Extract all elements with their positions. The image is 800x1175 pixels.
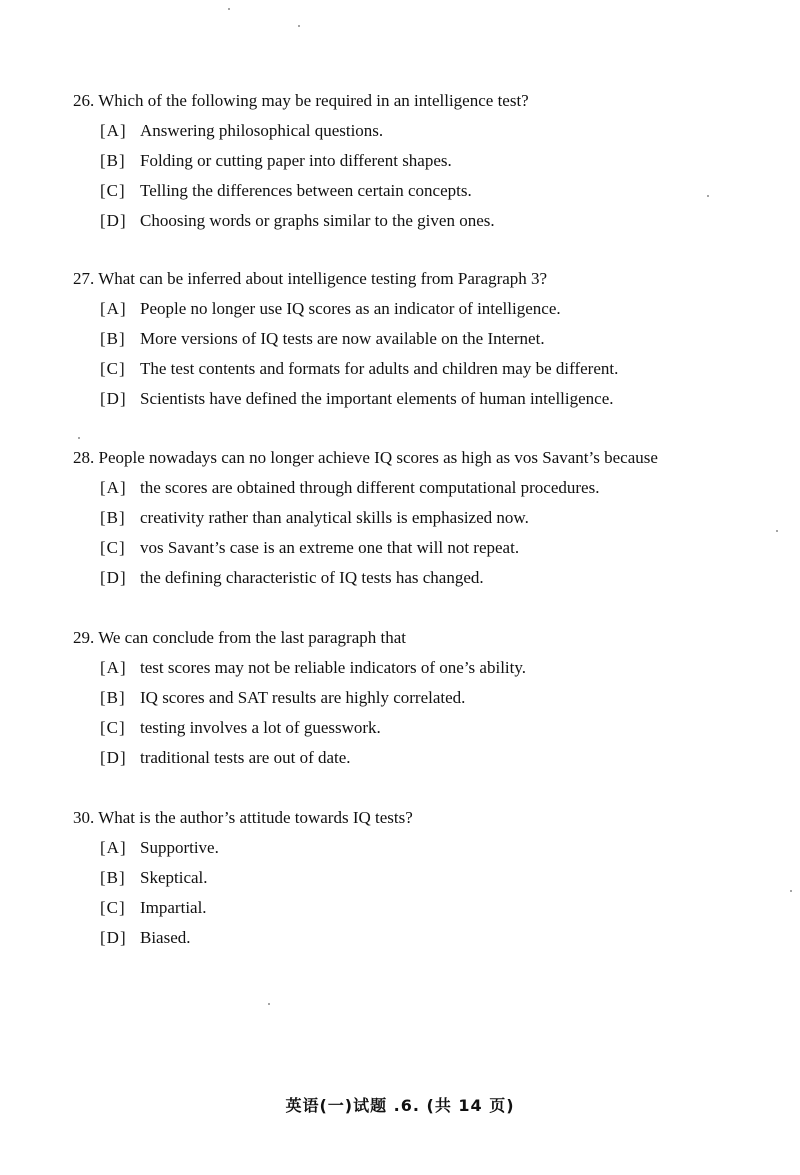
question-30 — [73, 803, 763, 953]
option-c — [100, 713, 763, 743]
question-stem — [73, 443, 763, 473]
question-number: 27. — [73, 269, 95, 288]
option-letter: [D] — [100, 211, 127, 230]
option-letter: [B] — [100, 508, 126, 527]
scan-speck — [78, 437, 80, 439]
scan-speck — [298, 25, 300, 27]
option-letter: [C] — [100, 359, 126, 378]
question-stem — [73, 623, 763, 653]
option-letter: [B] — [100, 329, 126, 348]
question-number: 26. — [73, 91, 95, 110]
option-text: The test contents and formats for adults and children may be different. — [140, 359, 619, 378]
option-d — [100, 206, 763, 236]
question-stem — [73, 803, 763, 833]
option-c — [100, 533, 763, 563]
option-text: Impartial. — [140, 898, 207, 917]
option-b — [100, 683, 763, 713]
option-text: Answering philosophical questions. — [140, 121, 384, 140]
option-text: testing involves a lot of guesswork. — [140, 718, 381, 737]
option-a — [100, 116, 763, 146]
option-letter: [A] — [100, 838, 127, 857]
option-text: Scientists have defined the important elements of human intelligence. — [140, 389, 614, 408]
option-letter: [A] — [100, 299, 127, 318]
scan-speck — [228, 8, 230, 10]
option-d — [100, 384, 763, 414]
option-letter: [A] — [100, 121, 127, 140]
option-letter: [A] — [100, 478, 127, 497]
option-text: People no longer use IQ scores as an indicator of intelligence. — [140, 299, 561, 318]
option-a — [100, 294, 763, 324]
scan-speck — [268, 1003, 270, 1005]
option-b — [100, 146, 763, 176]
option-text: the scores are obtained through different computational procedures. — [140, 478, 600, 497]
option-c — [100, 176, 763, 206]
option-letter: [A] — [100, 658, 127, 677]
question-text: People nowadays can no longer achieve IQ scores as high as vos Savant’s because — [98, 448, 658, 467]
question-text: What is the author’s attitude towards IQ tests? — [98, 808, 413, 827]
option-d — [100, 563, 763, 593]
option-text: Supportive. — [140, 838, 219, 857]
question-number: 28. — [73, 448, 95, 467]
option-letter: [D] — [100, 389, 127, 408]
option-text: the defining characteristic of IQ tests has changed. — [140, 568, 484, 587]
option-letter: [D] — [100, 748, 127, 767]
question-27 — [73, 264, 763, 414]
option-letter: [C] — [100, 898, 126, 917]
option-d — [100, 923, 763, 953]
question-28 — [73, 443, 763, 593]
scan-speck — [790, 890, 792, 892]
option-text: IQ scores and SAT results are highly correlated. — [140, 688, 466, 707]
option-a — [100, 653, 763, 683]
option-letter: [C] — [100, 181, 126, 200]
option-text: Skeptical. — [140, 868, 208, 887]
option-text: traditional tests are out of date. — [140, 748, 351, 767]
option-text: Biased. — [140, 928, 191, 947]
option-letter: [B] — [100, 151, 126, 170]
option-d — [100, 743, 763, 773]
option-text: vos Savant’s case is an extreme one that will not repeat. — [140, 538, 520, 557]
option-a — [100, 473, 763, 503]
question-text: We can conclude from the last paragraph that — [98, 628, 407, 647]
question-text: What can be inferred about intelligence testing from Paragraph 3? — [98, 269, 548, 288]
option-b — [100, 863, 763, 893]
question-text: Which of the following may be required in an intelligence test? — [98, 91, 529, 110]
question-29 — [73, 623, 763, 773]
option-a — [100, 833, 763, 863]
option-letter: [C] — [100, 538, 126, 557]
option-text: Choosing words or graphs similar to the given ones. — [140, 211, 495, 230]
option-letter: [B] — [100, 868, 126, 887]
option-b — [100, 324, 763, 354]
question-number: 30. — [73, 808, 95, 827]
option-text: Telling the differences between certain concepts. — [140, 181, 472, 200]
option-letter: [D] — [100, 568, 127, 587]
scan-speck — [776, 530, 778, 532]
option-letter: [B] — [100, 688, 126, 707]
option-c — [100, 893, 763, 923]
question-stem — [73, 264, 763, 294]
option-text: creativity rather than analytical skills is emphasized now. — [140, 508, 529, 527]
question-stem — [73, 86, 763, 116]
option-b — [100, 503, 763, 533]
question-26 — [73, 86, 763, 236]
option-text: test scores may not be reliable indicators of one’s ability. — [140, 658, 527, 677]
option-text: More versions of IQ tests are now available on the Internet. — [140, 329, 545, 348]
question-number: 29. — [73, 628, 95, 647]
option-letter: [D] — [100, 928, 127, 947]
option-text: Folding or cutting paper into different shapes. — [140, 151, 452, 170]
option-letter: [C] — [100, 718, 126, 737]
page-footer: 英语(一)试题 .6. (共 14 页) — [285, 1096, 515, 1115]
option-c — [100, 354, 763, 384]
scan-speck — [707, 195, 709, 197]
